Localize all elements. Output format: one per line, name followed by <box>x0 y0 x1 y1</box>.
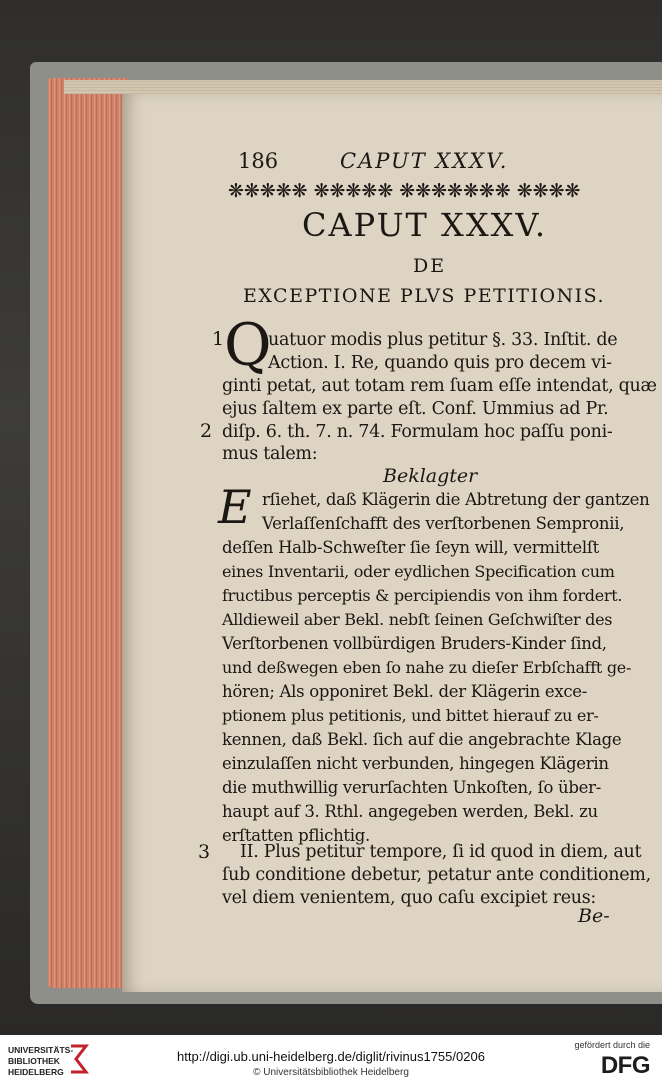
chapter-subtitle: EXCEPTIONE PLVS PETITIONIS. <box>243 285 606 307</box>
drop-cap: Q <box>224 311 272 379</box>
chapter-subtitle-de: DE <box>413 255 447 277</box>
dfg-logo[interactable]: DFG <box>600 1052 650 1079</box>
footer-bar <box>0 1035 662 1085</box>
text-line: haupt auf 3. Rthl. angegeben werden, Bekl. zu <box>222 802 598 821</box>
text-line: diſp. 6. th. 7. n. 74. Formulam hoc paſſu poni- <box>222 422 613 442</box>
copyright: © Universitätsbibliothek Heidelberg <box>253 1067 409 1078</box>
text-line: Verſtorbenen vollbürdigen Bruders-Kinder ſind, <box>222 634 607 653</box>
text-line: ptionem plus petitionis, und bittet hierauf zu er- <box>222 706 599 725</box>
text-line: ſub conditione debetur, petatur ante conditionem, <box>222 865 651 885</box>
margin-number: 1 <box>212 328 225 350</box>
text-line: kennen, daß Bekl. ſich auf die angebrachte Klage <box>222 730 622 749</box>
text-line: einzulaſſen nicht verbunden, hingegen Klägerin <box>222 754 609 773</box>
text-line: ginti petat, aut totam rem ſuam eſſe intendat, quæ <box>222 376 657 396</box>
funding-note: gefördert durch die <box>574 1040 650 1050</box>
text-line: Alldieweil aber Bekl. nebſt ſeinen Geſchwiſter des <box>222 610 613 629</box>
page-number: 186 <box>238 149 279 173</box>
drop-cap: E <box>218 480 252 534</box>
text-line: und deßwegen eben ſo nahe zu dieſer Erbſchafft ge- <box>222 658 632 677</box>
text-line: deſſen Halb-Schweſter ſie ſeyn will, vermittelſt <box>222 538 599 557</box>
text-line: fructibus perceptis & percipiendis von ihm fordert. <box>222 586 623 605</box>
margin-number: 3 <box>198 841 211 863</box>
ornament-rule: ❋❋❋❋❋ ❋❋❋❋❋ ❋❋❋❋❋❋❋ ❋❋❋❋ <box>228 180 581 202</box>
library-logo-text: UNIVERSITÄTS- BIBLIOTHEK HEIDELBERG <box>8 1045 74 1077</box>
text-line: Verlaſſenſchafft des verſtorbenen Sempronii, <box>262 514 625 533</box>
text-line: mus talem: <box>222 444 318 464</box>
text-line: vel diem venientem, quo caſu excipiet reus: <box>222 888 597 908</box>
catchword: Be- <box>578 905 610 927</box>
text-line: eines Inventarii, oder eydlichen Specification cum <box>222 562 615 581</box>
text-line: uatuor modis plus petitur §. 33. Inſtit. de <box>268 330 618 350</box>
text-line: die muthwillig verurſachten Unkoſten, ſo über- <box>222 778 601 797</box>
chapter-title: CAPUT XXXV. <box>302 206 548 244</box>
text-line: ejus ſaltem ex parte eſt. Conf. Ummius ad Pr. <box>222 399 609 419</box>
text-line: II. Plus petitur tempore, ſi id quod in diem, aut <box>240 842 642 862</box>
text-line: rſiehet, daß Klägerin die Abtretung der gantzen <box>262 490 650 509</box>
text-line: erſtatten pflichtig. <box>222 826 370 845</box>
text-line: hören; Als opponiret Bekl. der Klägerin exce- <box>222 682 588 701</box>
page-edges <box>48 78 128 988</box>
running-title: CAPUT XXXV. <box>340 149 509 173</box>
margin-number: 2 <box>200 420 213 442</box>
permalink[interactable]: http://digi.ub.uni-heidelberg.de/diglit/rivinus1755/0206 <box>177 1049 485 1064</box>
section-heading: Beklagter <box>383 465 478 487</box>
text-line: Action. I. Re, quando quis pro decem vi- <box>268 353 612 373</box>
page-edges-top <box>64 80 662 94</box>
